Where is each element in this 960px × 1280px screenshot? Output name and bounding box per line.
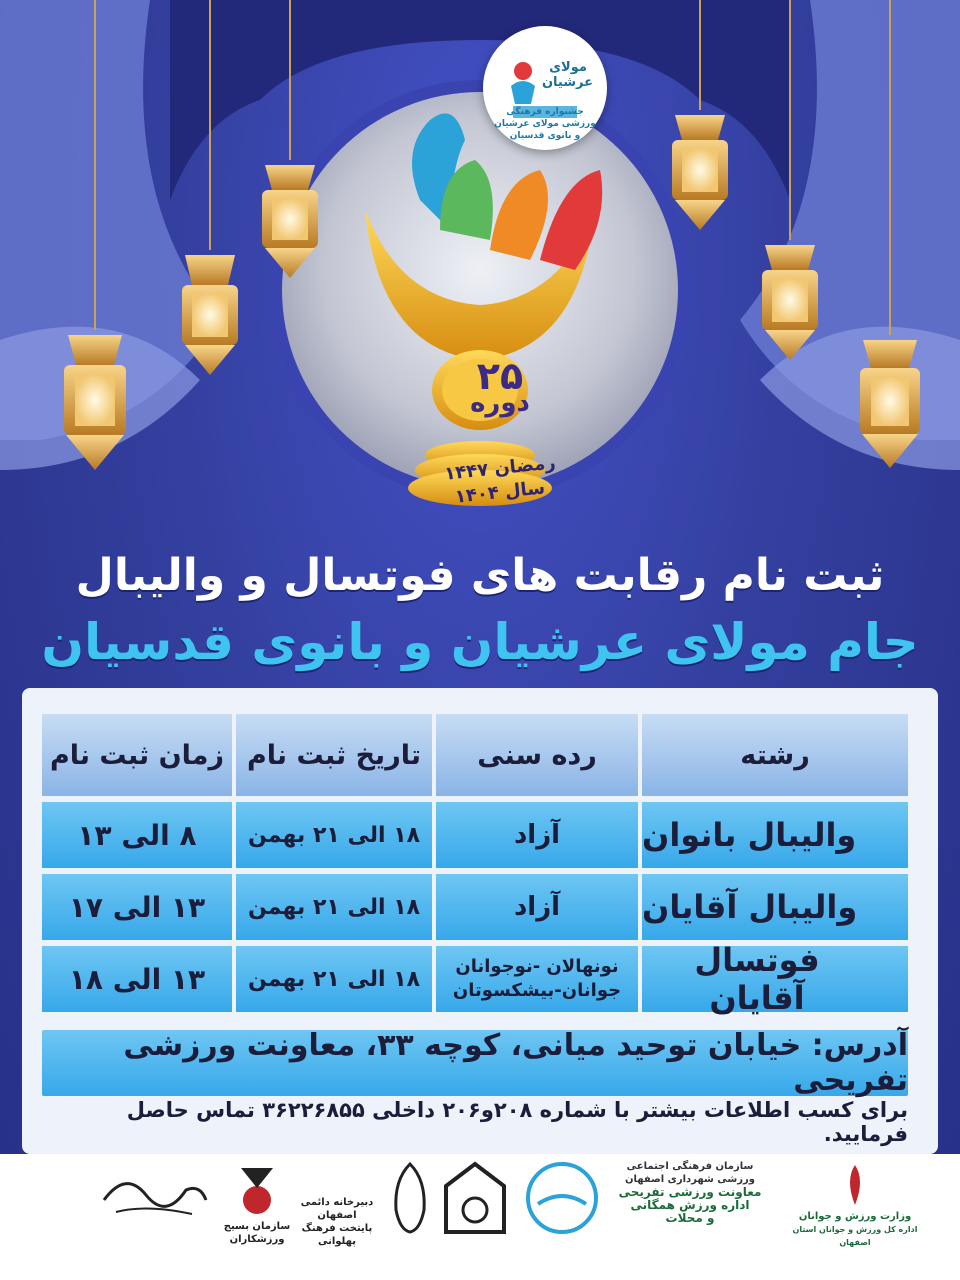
basij-logo — [222, 1160, 292, 1246]
festival-logo-caption: جشنواره فرهنگی ورزشی مولای عرشیان و بانوی قدسیان — [494, 107, 596, 141]
org-line2: ورزشی شهرداری اصفهان — [625, 1174, 755, 1185]
contact-info: برای کسب اطلاعات بیشتر با شماره ۲۰۸و۲۰۶ داخلی ۳۶۲۲۶۸۵۵ تماس حاصل فرمایید. — [126, 1098, 908, 1146]
header-date: تاریخ ثبت نام — [232, 714, 432, 796]
cell-age: آزاد — [432, 874, 638, 940]
municipality-logo — [610, 1160, 770, 1225]
cell-date: ۱۸ الی ۲۱ بهمن — [232, 946, 432, 1012]
ministry-sub: اداره کل ورزش و جوانان استان اصفهان — [792, 1225, 918, 1247]
festival-logo-name: مولای عرشیان — [541, 60, 593, 90]
cell-age — [432, 946, 638, 1012]
cell-sport: والیبال آقایان — [638, 874, 908, 940]
cell-time: ۱۳ الی ۱۷ — [42, 874, 232, 940]
cell-age-line2: جوانان-بیشکسوتان — [452, 980, 622, 1001]
table-header-row — [42, 714, 908, 796]
cell-time: ۱۳ الی ۱۸ — [42, 946, 232, 1012]
org-line4: اداره ورزش همگانی — [630, 1198, 750, 1212]
cell-age-line1: نونهالان -نوجوانان — [455, 956, 619, 977]
shrine-emblem-icon — [390, 1160, 430, 1236]
cell-sport: والیبال بانوان — [638, 802, 908, 868]
org-line1: سازمان فرهنگی اجتماعی — [626, 1161, 754, 1172]
edition-number: ۲۵ — [476, 354, 524, 398]
sport-week-emblem-icon — [524, 1160, 600, 1236]
cell-time: ۸ الی ۱۳ — [42, 802, 232, 868]
ministry-emblem-icon — [830, 1160, 880, 1210]
header-sport: رشته — [638, 714, 908, 796]
secretariat-line2: پایتخت فرهنگ پهلوانی — [301, 1223, 373, 1247]
mosque-emblem-icon — [442, 1160, 508, 1236]
calligraphy-signature-icon — [96, 1160, 212, 1230]
ministry-logo — [780, 1160, 930, 1249]
cell-date: ۱۸ الی ۲۱ بهمن — [232, 802, 432, 868]
trophy-date-ramadan: رمضان ۱۴۴۷ — [443, 452, 557, 485]
headline-cup-name: جام مولای عرشیان و بانوی قدسیان — [41, 613, 919, 671]
council-signature-logo — [94, 1160, 214, 1230]
mosque-logo — [440, 1160, 510, 1236]
table-row — [42, 802, 908, 868]
secretariat-line1: دبیرخانه دائمی اصفهان — [300, 1197, 374, 1221]
schedule-table — [42, 714, 908, 1018]
header-time: زمان ثبت نام — [42, 714, 232, 796]
sport-week-logo — [522, 1160, 602, 1236]
address-bar: آدرس: خیابان توحید میانی، کوچه ۳۳، معاونت ورزشی تفریحی — [42, 1030, 908, 1096]
org-line5: و محلات — [665, 1211, 715, 1225]
basij-name: سازمان بسیج ورزشکاران — [223, 1221, 291, 1245]
org-line3: معاونت ورزشی تفریحی — [618, 1185, 762, 1199]
shrine-logo — [388, 1160, 432, 1236]
cell-sport: فوتسال آقایان — [638, 946, 908, 1012]
table-row — [42, 941, 908, 1017]
header-age: رده سنی — [432, 714, 638, 796]
cell-age: آزاد — [432, 802, 638, 868]
secretariat-logo — [292, 1160, 382, 1248]
ministry-name: وزارت ورزش و جوانان — [798, 1211, 912, 1222]
festival-logo — [483, 26, 607, 150]
headline-registration: ثبت نام رقابت های فوتسال و والیبال — [75, 550, 885, 601]
trophy-date-year: سال ۱۴۰۴ — [453, 477, 547, 508]
table-row — [42, 874, 908, 940]
edition-word: دوره — [470, 388, 530, 418]
cell-date: ۱۸ الی ۲۱ بهمن — [232, 874, 432, 940]
basij-emblem-icon — [227, 1160, 287, 1220]
